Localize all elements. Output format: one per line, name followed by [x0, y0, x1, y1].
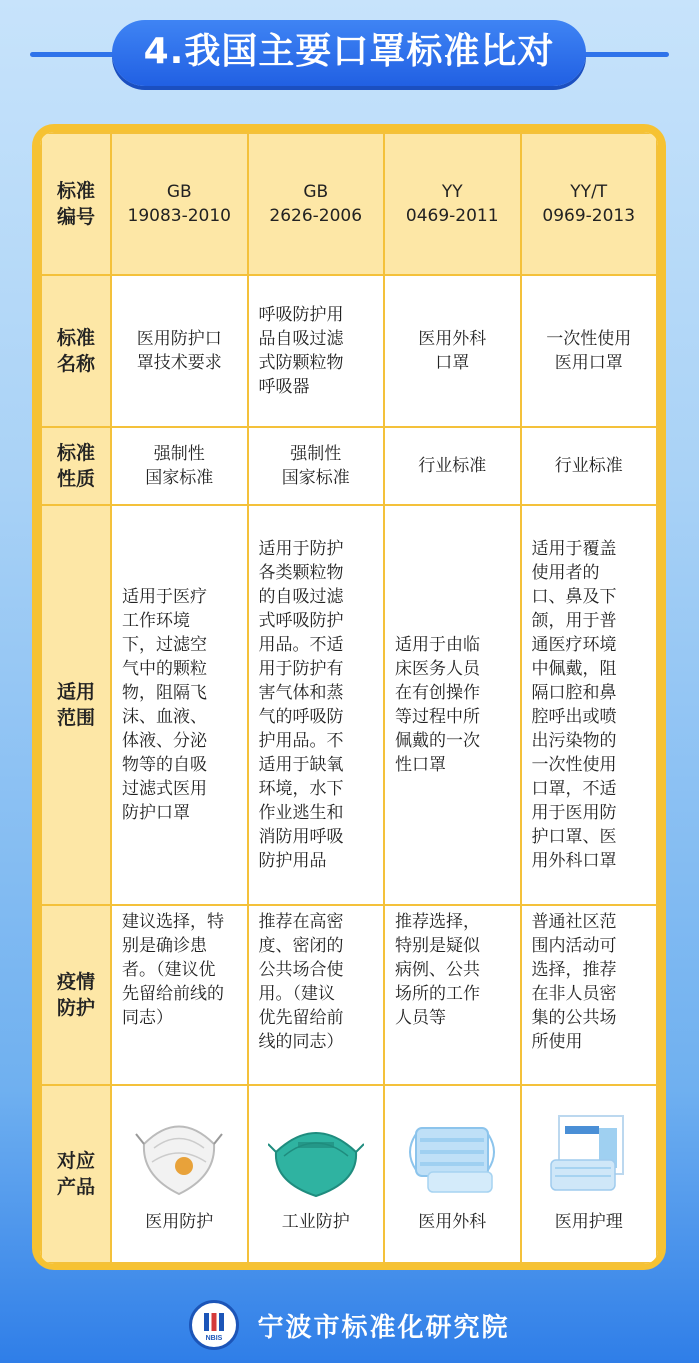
comparison-table-frame: [32, 124, 666, 1270]
row-standard-name: [41, 275, 657, 427]
n95-mask-image: [134, 1114, 224, 1200]
nbis-logo: [189, 1300, 239, 1350]
logo-text: NBIS: [206, 1335, 223, 1342]
cell-scope: 适用于防护 各类颗粒物 的自吸过滤 式呼吸防护 用品。不适 用于防护有 害气体和蒸 气的呼吸防 护用品。不 适用于缺氧 环境，水下 作业逃生和 消防用呼吸 防护用品: [248, 505, 385, 905]
row-label-product: 对应 产品: [41, 1085, 111, 1263]
cell-standard-name: 一次性使用 医用口罩: [521, 275, 658, 427]
cell-standard-no: GB 19083-2010: [111, 133, 248, 275]
cell-epidemic: 推荐选择， 特别是疑似 病例、公共 场所的工作 人员等: [384, 905, 521, 1085]
row-epidemic: [41, 905, 657, 1085]
cell-scope: 适用于覆盖 使用者的 口、鼻及下 颌，用于普 通医疗环境 中佩戴，阻 隔口腔和鼻 腔呼出或喷 出污染物的 一次性使用 口罩，不适 用于医用防 护口罩、医 用外科口罩: [521, 505, 658, 905]
cell-standard-no: GB 2626-2006: [248, 133, 385, 275]
industrial-respirator-image: [268, 1114, 364, 1200]
row-label-scope: 适用 范围: [41, 505, 111, 905]
cell-standard-nature: 行业标准: [384, 427, 521, 505]
comparison-table: [40, 132, 658, 1264]
cell-epidemic: 推荐在高密 度、密闭的 公共场合使 用。（建议 优先留给前 线的同志）: [248, 905, 385, 1085]
cell-standard-no: YY/T 0969-2013: [521, 133, 658, 275]
cell-scope: 适用于由临 床医务人员 在有创操作 等过程中所 佩戴的一次 性口罩: [384, 505, 521, 905]
page-title: 4.我国主要口罩标准比对: [112, 20, 586, 86]
cell-epidemic: 普通社区范 围内活动可 选择，推荐 在非人员密 集的公共场 所使用: [521, 905, 658, 1085]
row-label-epidemic: 疫情 防护: [41, 905, 111, 1085]
nbis-logo-icon: [195, 1306, 233, 1344]
row-standard-nature: [41, 427, 657, 505]
cell-standard-no: YY 0469-2011: [384, 133, 521, 275]
cell-product: [248, 1085, 385, 1263]
cell-product: [384, 1085, 521, 1263]
cell-standard-name: 医用外科 口罩: [384, 275, 521, 427]
cell-product: [521, 1085, 658, 1263]
product-label: 医用防护: [145, 1212, 214, 1232]
cell-standard-nature: 强制性 国家标准: [248, 427, 385, 505]
title-banner: [0, 20, 699, 90]
cell-epidemic: 建议选择，特 别是确诊患 者。（建议优 先留给前线的 同志）: [111, 905, 248, 1085]
row-product: [41, 1085, 657, 1263]
medical-mask-package-image: [541, 1114, 637, 1200]
product-label: 工业防护: [281, 1212, 350, 1232]
row-label-standard-no: 标准 编号: [41, 133, 111, 275]
cell-standard-name: 呼吸防护用 品自吸过滤 式防颗粒物 呼吸器: [248, 275, 385, 427]
product-label: 医用护理: [554, 1212, 623, 1232]
title-line-right: [579, 52, 669, 57]
footer: [0, 1295, 699, 1355]
cell-standard-nature: 强制性 国家标准: [111, 427, 248, 505]
row-standard-no: [41, 133, 657, 275]
organization-name: 宁波市标准化研究院: [257, 1312, 510, 1343]
cell-product: [111, 1085, 248, 1263]
title-line-left: [30, 52, 120, 57]
row-label-standard-nature: 标准 性质: [41, 427, 111, 505]
cell-scope: 适用于医疗 工作环境 下，过滤空 气中的颗粒 物，阻隔飞 沫、血液、 体液、分泌 物等的自吸 过滤式医用 防护口罩: [111, 505, 248, 905]
product-label: 医用外科: [418, 1212, 487, 1232]
surgical-mask-image: [402, 1114, 502, 1200]
row-label-standard-name: 标准 名称: [41, 275, 111, 427]
row-scope: [41, 505, 657, 905]
cell-standard-name: 医用防护口 罩技术要求: [111, 275, 248, 427]
cell-standard-nature: 行业标准: [521, 427, 658, 505]
